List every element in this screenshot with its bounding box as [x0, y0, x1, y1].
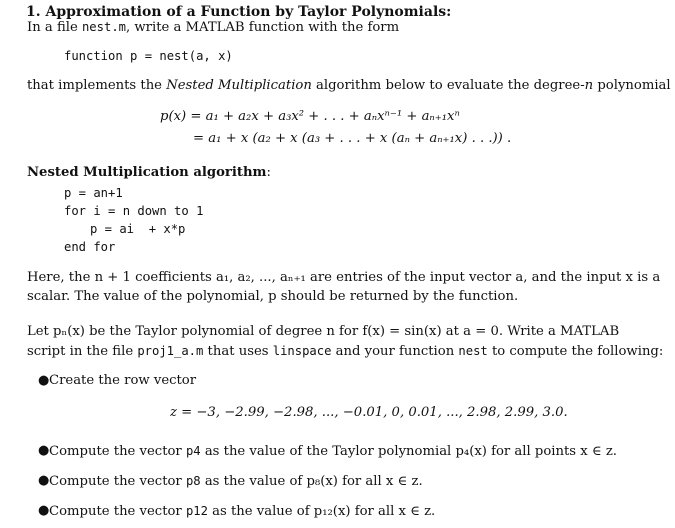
algorithm-title — [27, 165, 271, 181]
polynomial-expanded: p(x) = a₁ + a₂x + a₃x² + . . . + aₙxⁿ⁻¹ + aₙ₊₁xⁿ — [160, 109, 460, 124]
bullet-item-4 — [38, 503, 436, 520]
bullet-item-3 — [38, 473, 423, 490]
algo-line-3: p = ai + x*p — [90, 222, 186, 236]
task-mid2: and your function — [331, 344, 459, 359]
explanation-line-2: scalar. The value of the polynomial, p should be returned by the function. — [27, 289, 519, 304]
bullet-pre: Compute the vector — [49, 474, 186, 489]
implements-text — [27, 78, 671, 94]
algorithm-title-text: Nested Multiplication algorithm — [27, 165, 267, 180]
section-heading: 1. Approximation of a Function by Taylor Polynomials: — [26, 4, 452, 20]
task-linspace: linspace — [272, 344, 332, 358]
task-filename: proj1_a.m — [137, 344, 204, 358]
task-nest: nest — [458, 344, 488, 358]
intro-pre: In a file — [27, 20, 82, 35]
degree-symbol: n — [584, 78, 594, 93]
implements-post: algorithm below to evaluate the degree- — [311, 78, 585, 93]
bullet-icon: ● — [38, 443, 50, 458]
bullet-icon: ● — [38, 473, 50, 488]
bullet-code: p12 — [185, 504, 208, 518]
bullet-item-1 — [38, 373, 197, 389]
task-line-1: Let pₙ(x) be the Taylor polynomial of degree n for f(x) = sin(x) at a = 0. Write a MATLAB — [27, 324, 620, 339]
task-line-2 — [27, 343, 663, 360]
intro-text — [27, 19, 399, 36]
task-post: to compute the following: — [487, 344, 664, 359]
bullet-pre: Compute the vector — [49, 444, 186, 459]
algorithm-name: Nested Multiplication — [166, 78, 312, 93]
bullet-pre: Compute the vector — [49, 504, 186, 519]
algo-line-1: p = an+1 — [64, 186, 123, 200]
bullet-text: Create the row vector — [49, 373, 197, 388]
bullet-code: p8 — [185, 474, 201, 488]
algorithm-colon: : — [266, 165, 271, 180]
bullet-icon: ● — [38, 503, 50, 518]
function-signature: function p = nest(a, x) — [64, 49, 233, 63]
bullet-code: p4 — [185, 444, 201, 458]
bullet-icon: ● — [38, 373, 50, 388]
polynomial-nested: = a₁ + x (a₂ + x (a₃ + . . . + x (aₙ + aₙ₊₁x) . . .)) . — [193, 131, 512, 146]
task-mid: that uses — [203, 344, 273, 359]
explanation-line-1: Here, the n + 1 coefficients a₁, a₂, ..., aₙ₊₁ are entries of the input vector a, and the input x is a — [27, 270, 661, 285]
bullet-post: as the value of p₁₂(x) for all x ∈ z. — [207, 504, 436, 519]
implements-pre: that implements the — [27, 78, 167, 93]
intro-post: , write a MATLAB function with the form — [126, 20, 400, 35]
bullet-item-2 — [38, 443, 617, 460]
algo-line-2: for i = n down to 1 — [64, 204, 204, 218]
algo-line-4: end for — [64, 240, 116, 254]
bullet-post: as the value of the Taylor polynomial p₄(x) for all points x ∈ z. — [200, 444, 617, 459]
bullet-post: as the value of p₈(x) for all x ∈ z. — [200, 474, 423, 489]
implements-tail: polynomial — [593, 78, 671, 93]
z-vector: z = −3, −2.99, −2.98, ..., −0.01, 0, 0.01, ..., 2.98, 2.99, 3.0. — [170, 405, 568, 420]
intro-filename: nest.m — [81, 20, 126, 34]
task-pre: script in the file — [27, 344, 138, 359]
